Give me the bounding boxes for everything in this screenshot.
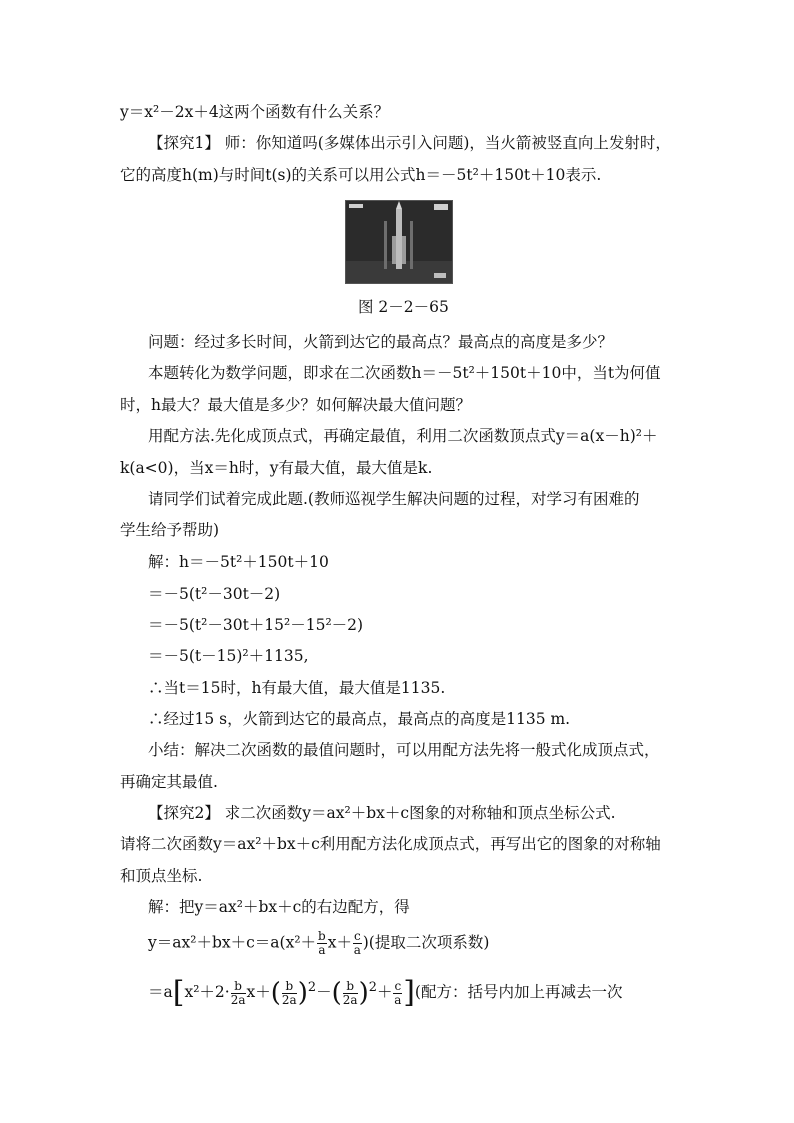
- equation-line: [148, 930, 489, 957]
- fraction: [282, 980, 297, 1007]
- text-line: 本题转化为数学问题，即求在二次函数h＝－5t²＋150t＋10中，当t为何值: [148, 364, 661, 382]
- exponent: 2: [307, 980, 317, 995]
- fraction-numerator: b: [231, 980, 246, 994]
- fraction: [343, 980, 358, 1007]
- fraction-numerator: b: [282, 980, 297, 994]
- text-line: ＝－5(t²－30t＋15²－15²－2): [148, 616, 364, 634]
- eq-text: ＝a: [148, 983, 173, 1002]
- paren: (: [270, 978, 281, 1009]
- fraction-numerator: b: [343, 980, 358, 994]
- bracket: ]: [403, 975, 415, 1011]
- exponent: 2: [368, 980, 377, 995]
- text-line: ∴当t＝15时，h有最大值，最大值是1135.: [148, 679, 446, 697]
- rocket-launch-photo: [345, 200, 453, 284]
- fraction: [353, 930, 362, 957]
- fraction-denominator: 2a: [342, 992, 358, 1007]
- text-line: 【探究2】 求二次函数y＝ax²＋bx＋c图象的对称轴和顶点坐标公式.: [148, 804, 616, 822]
- eq-text: (配方：括号内加上再减去一次: [414, 983, 623, 1002]
- text-line: 解：h＝－5t²＋150t＋10: [148, 553, 329, 571]
- eq-text: －: [316, 983, 332, 1002]
- fraction: [317, 930, 327, 957]
- fraction-numerator: c: [394, 978, 402, 993]
- text-line: 解：把y＝ax²＋bx＋c的右边配方，得: [148, 898, 410, 916]
- paren: ): [297, 978, 308, 1009]
- text-line: 它的高度h(m)与时间t(s)的关系可以用公式h＝－5t²＋150t＋10表示.: [120, 166, 602, 184]
- text-line: 请同学们试着完成此题.(教师巡视学生解决问题的过程，对学习有困难的: [148, 490, 640, 508]
- text-line: 请将二次函数y＝ax²＋bx＋c利用配方法化成顶点式，再写出它的图象的对称轴: [120, 835, 661, 853]
- fraction: [231, 980, 246, 1007]
- eq-text: x＋: [327, 933, 352, 952]
- text-line: ＝－5(t－15)²＋1135,: [148, 647, 309, 665]
- fraction-denominator: a: [394, 992, 402, 1007]
- eq-text: ＋: [376, 983, 393, 1002]
- eq-text: x²＋2·: [184, 983, 230, 1002]
- text-line: 再确定其最值.: [120, 773, 218, 791]
- text-line: ＝－5(t²－30t－2): [148, 585, 281, 603]
- text-line: 学生给予帮助): [120, 521, 220, 539]
- fraction-denominator: a: [318, 943, 326, 957]
- text-line: y＝x²－2x＋4这两个函数有什么关系？: [120, 103, 390, 121]
- paren: (: [331, 978, 342, 1009]
- text-line: ∴经过15 s，火箭到达它的最高点，最高点的高度是1135 m.: [148, 710, 571, 728]
- fraction-numerator: b: [318, 929, 326, 943]
- text-line: 【探究1】 师：你知道吗(多媒体出示引入问题)，当火箭被竖直向上发射时，: [148, 134, 671, 152]
- eq-text: )(提取二次项系数): [362, 933, 490, 952]
- eq-text: y＝ax²＋bx＋c＝a(x²＋: [148, 933, 317, 952]
- text-line: k(a<0)，当x＝h时，y有最大值，最大值是k.: [120, 459, 433, 477]
- rocket-icon: [346, 201, 452, 283]
- text-line: 和顶点坐标.: [120, 867, 203, 885]
- fraction-denominator: a: [353, 943, 361, 957]
- equation-line: [148, 975, 623, 1011]
- fraction-numerator: c: [353, 929, 361, 943]
- fraction-denominator: 2a: [230, 992, 246, 1007]
- text-line: 问题：经过多长时间，火箭到达它的最高点？最高点的高度是多少？: [148, 333, 614, 351]
- fraction-denominator: 2a: [281, 992, 297, 1007]
- text-line: 时，h最大？最大值是多少？如何解决最大值问题？: [120, 396, 471, 414]
- bracket: [: [172, 975, 185, 1011]
- figure-caption: 图 2－2－65: [358, 298, 449, 316]
- text-line: 用配方法.先化成顶点式，再确定最值，利用二次函数顶点式y＝a(x－h)²＋: [148, 427, 658, 445]
- paren: ): [358, 978, 369, 1009]
- eq-text: x＋: [246, 983, 271, 1002]
- text-line: 小结：解决二次函数的最值问题时，可以用配方法先将一般式化成顶点式，: [148, 741, 660, 759]
- fraction: [393, 980, 402, 1007]
